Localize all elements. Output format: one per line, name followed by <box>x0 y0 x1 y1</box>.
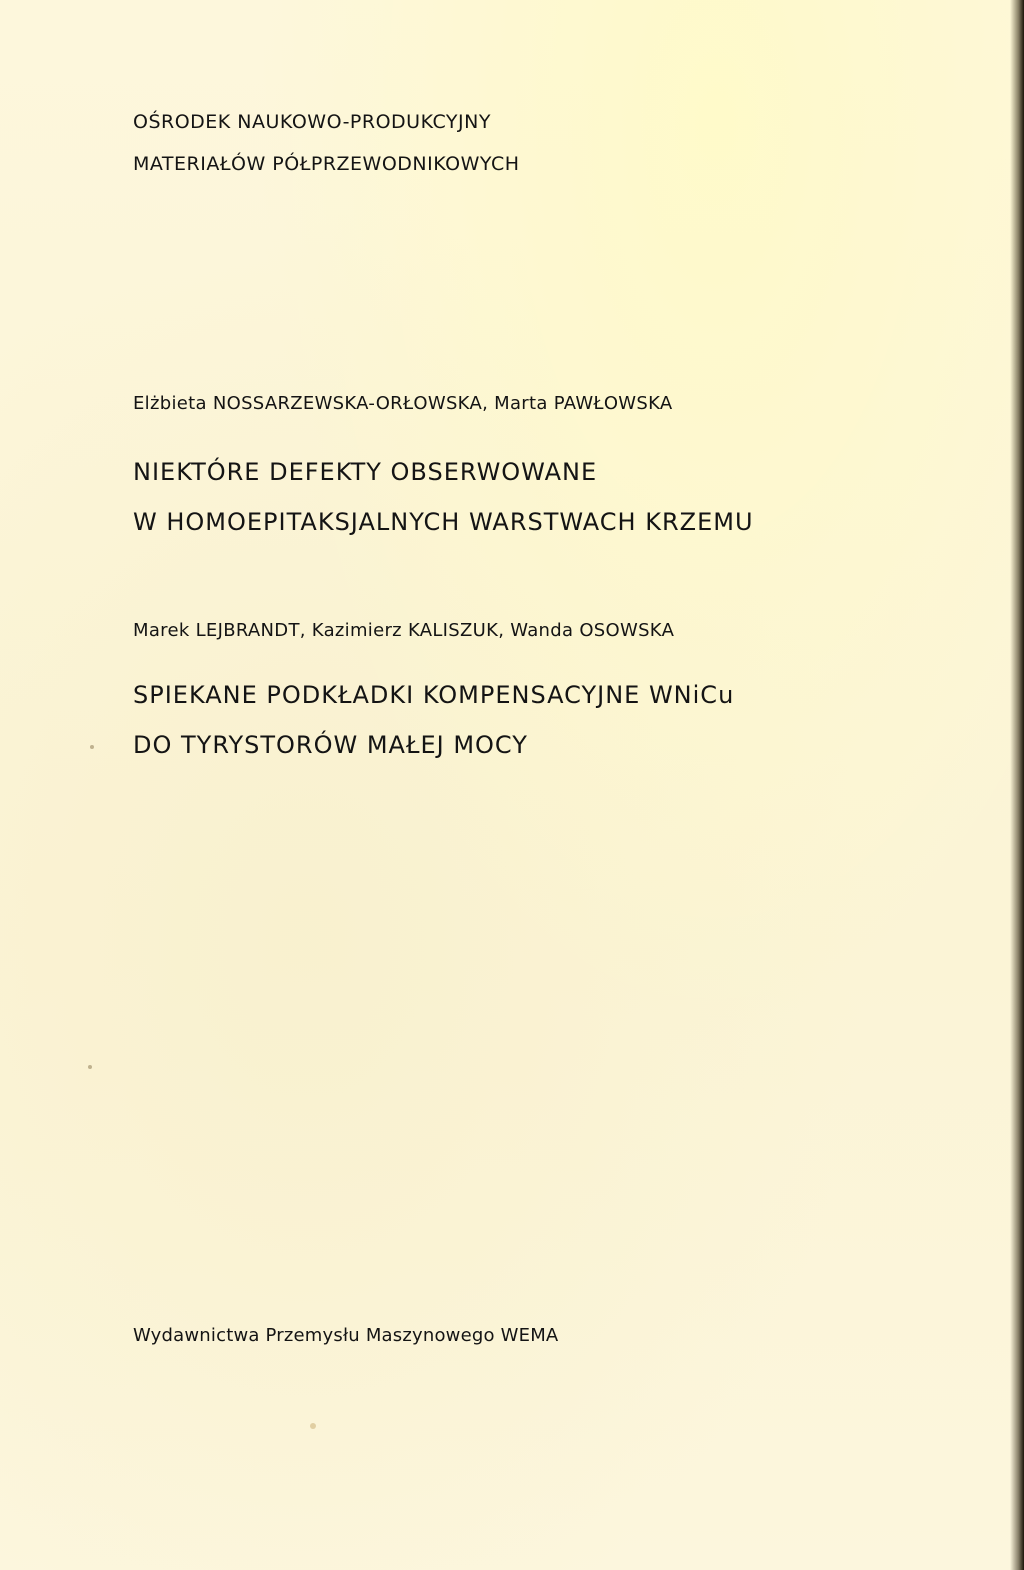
article-1-title-line-1: NIEKTÓRE DEFEKTY OBSERWOWANE <box>133 458 598 486</box>
paper-speck <box>310 1423 316 1429</box>
institution-name <box>133 101 520 185</box>
institution-line-2: MATERIAŁÓW PÓŁPRZEWODNIKOWYCH <box>133 153 520 175</box>
article-2-title <box>133 670 734 770</box>
article-2-authors: Marek LEJBRANDT, Kazimierz KALISZUK, Wanda OSOWSKA <box>133 620 675 641</box>
paper-speck <box>90 745 94 749</box>
article-1-title <box>133 447 754 547</box>
article-1-title-line-2: W HOMOEPITAKSJALNYCH WARSTWACH KRZEMU <box>133 508 754 536</box>
institution-line-1: OŚRODEK NAUKOWO-PRODUKCYJNY <box>133 111 491 133</box>
page-edge-shadow <box>1010 0 1024 1570</box>
article-2-title-line-2: DO TYRYSTORÓW MAŁEJ MOCY <box>133 731 528 759</box>
paper-speck <box>88 1065 92 1069</box>
publisher: Wydawnictwa Przemysłu Maszynowego WEMA <box>133 1325 559 1346</box>
article-2-title-line-1: SPIEKANE PODKŁADKI KOMPENSACYJNE WNiCu <box>133 681 735 709</box>
article-1-authors: Elżbieta NOSSARZEWSKA-ORŁOWSKA, Marta PAWŁOWSKA <box>133 393 673 414</box>
